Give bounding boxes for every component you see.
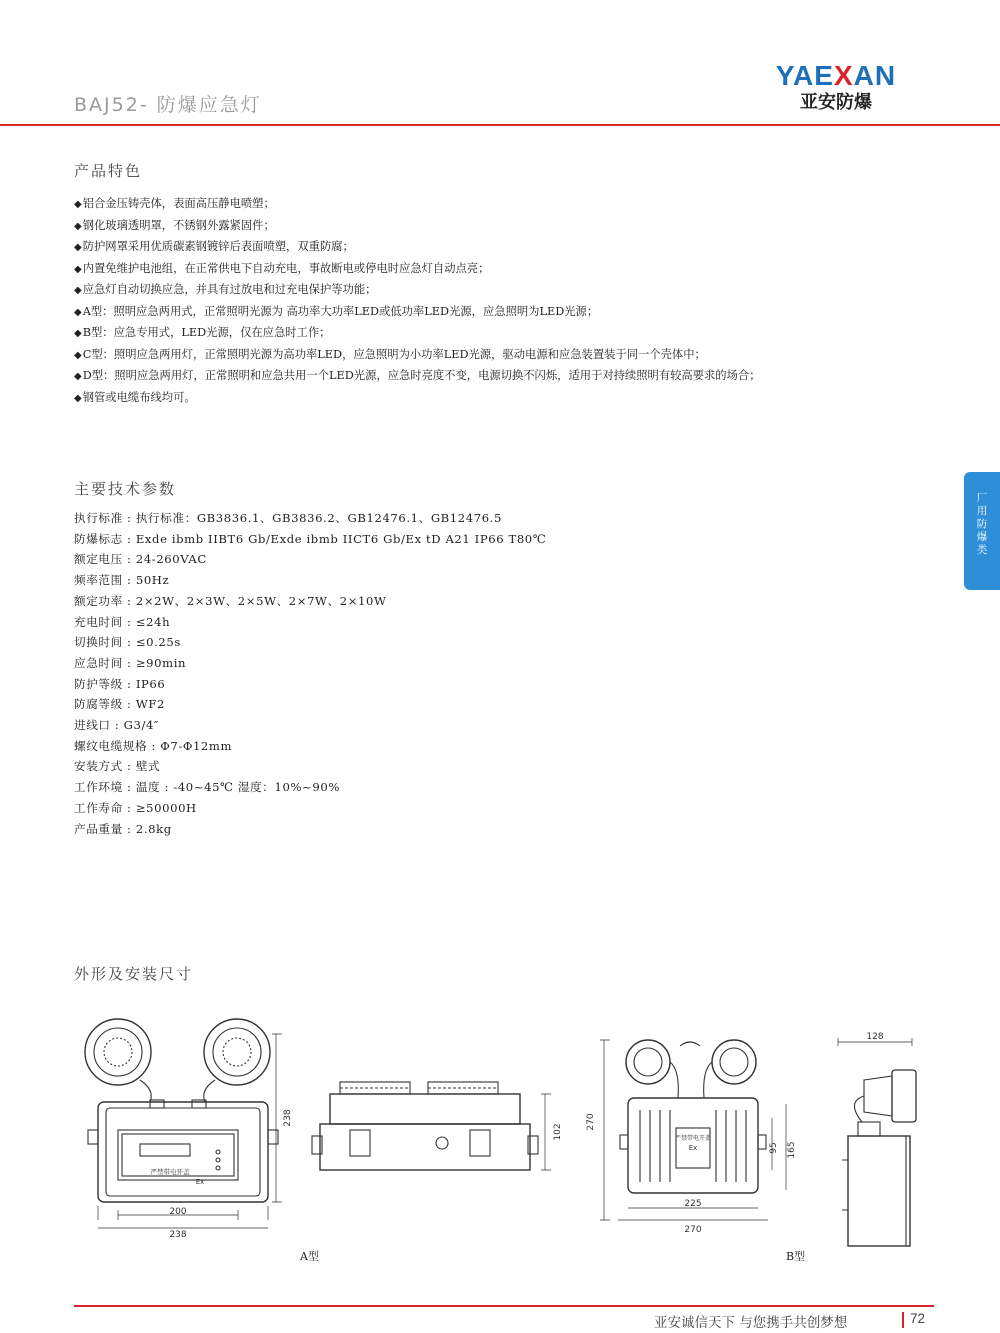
feature-item [74, 366, 954, 388]
bullet-diamond-icon: ◆ [74, 199, 82, 210]
bullet-diamond-icon: ◆ [74, 263, 82, 275]
category-side-tab[interactable] [964, 472, 1000, 590]
spec-item: 安装方式 : 壁式 [74, 759, 161, 774]
feature-text: D型：照明应急两用灯，正常照明和应急共用一个LED光源，应急时亮度不变，电源切换不闪烁，适用于对持续照明有较高要求的场合； [82, 369, 761, 382]
spec-item: 应急时间 : ≥90min [74, 655, 187, 670]
bullet-diamond-icon: ◆ [74, 242, 82, 253]
spec-item: 防护等级 : IP66 [74, 676, 166, 691]
type-b-dim-inner-width: 225 [684, 1199, 702, 1209]
type-b-panel-ex: Ex [688, 1144, 698, 1152]
type-a-dim-height: 238 [283, 1109, 293, 1127]
page-number: 72 [910, 1311, 926, 1326]
feature-item [74, 302, 954, 324]
brand-chinese-name: 亚安防爆 [800, 92, 872, 113]
spec-item: 进线口 : G3/4″ [74, 718, 159, 733]
feature-item [74, 388, 954, 410]
type-b-dim-hole-height: 95 [769, 1142, 779, 1154]
features-heading: 产品特色 [74, 162, 143, 180]
feature-item [74, 216, 954, 238]
spec-item: 额定电压 : 24-260VAC [74, 552, 207, 567]
spec-item: 防腐等级 : WF2 [74, 697, 165, 712]
feature-item [74, 259, 954, 281]
spec-item: 螺纹电缆规格 : Φ7-Φ12mm [74, 738, 233, 753]
dimensions-heading: 外形及安装尺寸 [74, 965, 194, 983]
bullet-diamond-icon: ◆ [74, 220, 82, 232]
type-a-dim-inner-width: 200 [169, 1207, 187, 1217]
type-b-dim-outer-width: 270 [684, 1225, 702, 1235]
spec-item: 充电时间 : ≤24h [74, 614, 171, 629]
bullet-diamond-icon: ◆ [74, 392, 82, 404]
feature-item [74, 323, 954, 345]
header-divider [0, 124, 1000, 126]
spec-item: 切换时间 : ≤0.25s [74, 635, 181, 650]
bullet-diamond-icon: ◆ [74, 285, 82, 296]
type-b-dim-depth: 128 [866, 1032, 884, 1042]
type-b-panel-warning: 严禁带电开盖 [674, 1135, 712, 1142]
brand-wordmark: YAEXAN [775, 60, 897, 91]
feature-text: 内置免维护电池组，在正常供电下自动充电，事故断电或停电时应急灯自动点亮； [82, 261, 490, 275]
type-b-label: B型 [786, 1250, 806, 1263]
spec-item: 频率范围 : 50Hz [74, 573, 170, 588]
feature-text: 防护网罩采用优质碳素钢镀锌后表面喷塑，双重防腐； [82, 240, 354, 253]
features-list [74, 194, 954, 409]
spec-item: 工作寿命 : ≥50000H [74, 800, 197, 815]
type-a-dim-depth: 102 [553, 1123, 563, 1141]
footer-divider [74, 1305, 934, 1307]
feature-item [74, 194, 954, 216]
type-a-panel-warning: 严禁带电开盖 [150, 1168, 190, 1176]
category-side-tab-label: 厂用防爆类 [976, 492, 988, 556]
brand-logo [766, 62, 906, 114]
feature-item [74, 345, 954, 367]
feature-text: 铝合金压铸壳体，表面高压静电喷塑； [82, 197, 275, 210]
feature-text: B型：应急专用式，LED光源，仅在应急时工作； [82, 326, 331, 339]
spec-item: 产品重量 : 2.8kg [74, 821, 172, 836]
feature-text: 钢管或电缆布线均可。 [82, 390, 196, 404]
spec-item: 防爆标志 : Exde ibmb IIBT6 Gb/Exde ibmb IICT6 Gb/Ex tD A21 IP66 T80℃ [74, 531, 547, 546]
bullet-diamond-icon: ◆ [74, 371, 82, 382]
bullet-diamond-icon: ◆ [74, 328, 82, 339]
dimension-drawings [0, 1010, 1000, 1250]
footer-separator [902, 1312, 904, 1328]
type-a-front-view [85, 1019, 282, 1228]
specs-heading: 主要技术参数 [74, 480, 177, 498]
type-a-label: A型 [300, 1250, 319, 1263]
feature-text: 钢化玻璃透明罩，不锈钢外露紧固件； [82, 218, 275, 232]
feature-text: C型：照明应急两用灯，正常照明光源为高功率LED，应急照明为小功率LED光源，驱动电源和应急装置装于同一个壳体中； [82, 347, 706, 361]
spec-item: 额定功率 : 2×2W、2×3W、2×5W、2×7W、2×10W [74, 593, 387, 608]
type-b-dim-box-height: 165 [787, 1141, 797, 1159]
spec-item: 执行标准 : 执行标准：GB3836.1、GB3836.2、GB12476.1、GB12476.5 [74, 511, 502, 525]
footer-slogan: 亚安诚信天下 与您携手共创梦想 [654, 1315, 848, 1331]
bullet-diamond-icon: ◆ [74, 306, 82, 318]
document-title: BAJ52- 防爆应急灯 [74, 94, 262, 116]
feature-text: 应急灯自动切换应急，并具有过放电和过充电保护等功能； [82, 283, 377, 296]
type-b-side-view [838, 1038, 916, 1246]
feature-item [74, 237, 954, 259]
type-a-dim-outer-width: 238 [169, 1230, 187, 1240]
specs-list [74, 508, 674, 839]
spec-item: 工作环境 : 温度 : -40~45℃ 湿度：10%~90% [74, 780, 340, 795]
type-a-panel-ex: Ex [195, 1178, 205, 1186]
feature-text: A型：照明应急两用式，正常照明光源为 高功率大功率LED或低功率LED光源，应急照明为LED光源； [82, 304, 599, 318]
bullet-diamond-icon: ◆ [74, 349, 82, 361]
feature-item [74, 280, 954, 302]
type-b-front-view [600, 1040, 786, 1220]
type-b-dim-height: 270 [586, 1113, 596, 1131]
type-a-side-view [312, 1082, 551, 1170]
